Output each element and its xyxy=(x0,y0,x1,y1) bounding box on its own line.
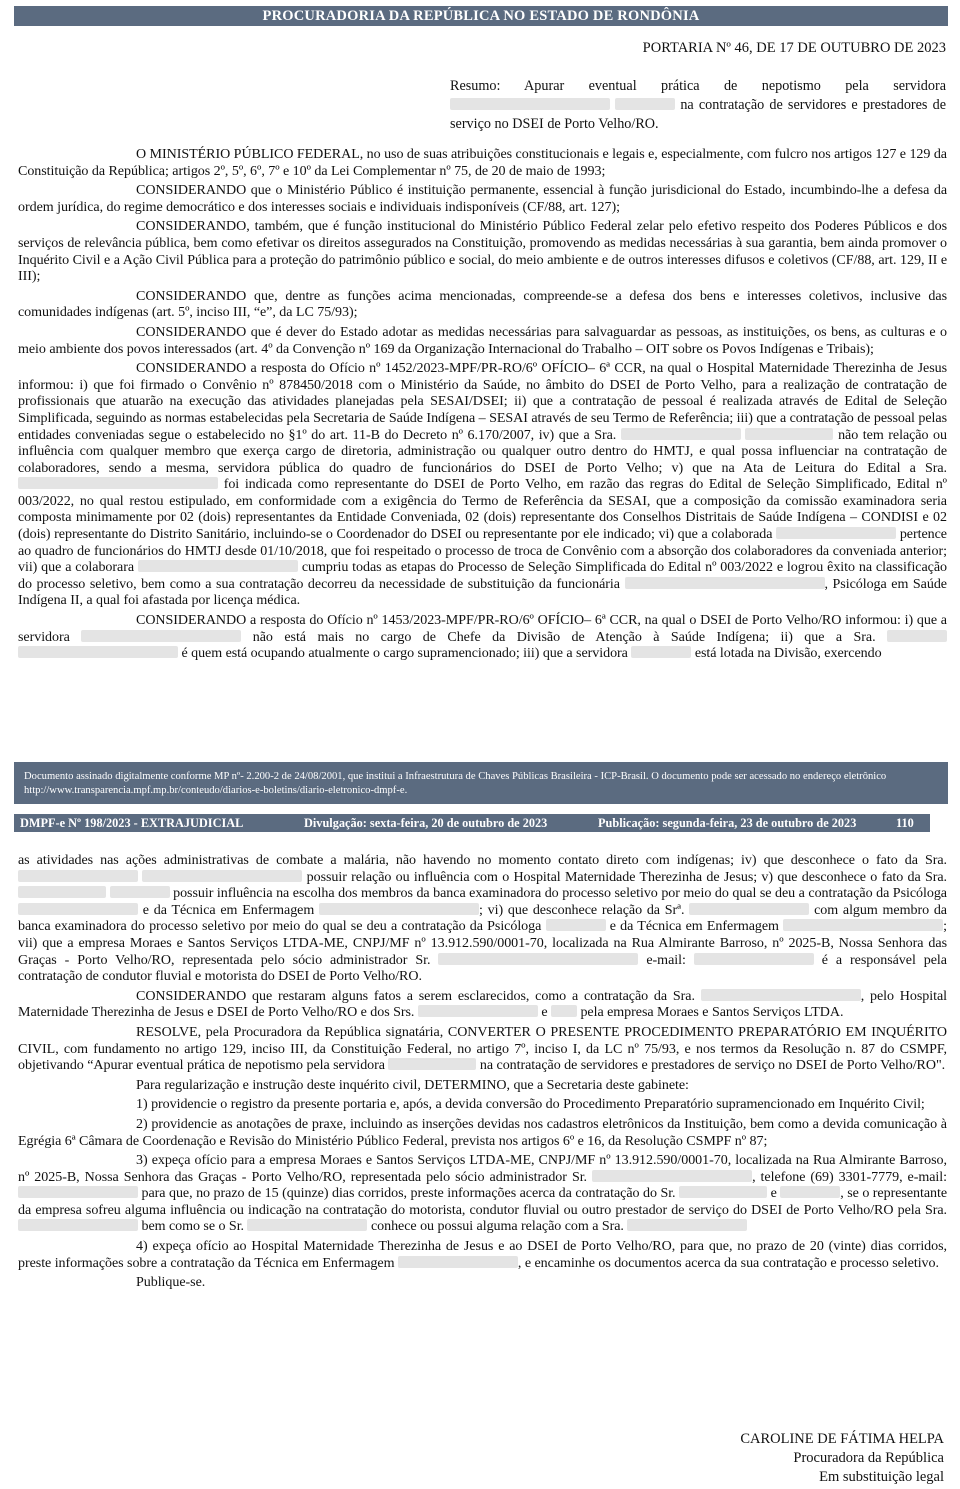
redaction xyxy=(388,1058,476,1070)
redaction xyxy=(450,98,610,110)
redaction xyxy=(783,919,943,931)
redaction xyxy=(689,903,809,915)
paragraph: Publique-se. xyxy=(136,1274,206,1291)
paragraph: 1) providencie o registro da presente portaria e, após, a devida conversão do Procedimento Preparatório supramencionado em Inquérito Civil; xyxy=(136,1096,925,1113)
divulgacao-date: Divulgação: sexta-feira, 20 de outubro de 2023 xyxy=(304,816,548,830)
redaction xyxy=(627,1219,747,1231)
redaction xyxy=(887,630,947,642)
redaction xyxy=(18,886,106,898)
redaction xyxy=(18,646,178,658)
paragraph: CONSIDERANDO que é dever do Estado adotar as medidas necessárias para salvaguardar as pessoas, as instituições, os bens, as culturas e o meio ambiente dos povos interessados (art. 4º da Convenção nº 169 da Organização Internacional do Trabalho – OIT sobre os Povos Indígenas e Tribais); xyxy=(18,323,947,357)
paragraph: O MINISTÉRIO PÚBLICO FEDERAL, no uso de suas atribuições constitucionais e legais e, especialmente, com fulcro nos artigos 127 e 129 da Constituição da República; artigos 2º, 5º, 6º, 7º e 10º da Lei Complementar nº 75, de 20 de maio de 1993; xyxy=(18,146,947,179)
paragraph: Para regularização e instrução deste inquérito civil, DETERMINO, que a Secretaria deste gabinete: xyxy=(136,1076,689,1093)
redaction xyxy=(592,1170,752,1182)
redaction xyxy=(319,903,479,915)
redaction xyxy=(551,1005,577,1017)
redaction xyxy=(701,989,861,1001)
portaria-title: PORTARIA Nº 46, DE 17 DE OUTUBRO DE 2023 xyxy=(642,40,946,56)
signature-block xyxy=(740,1430,944,1487)
redaction xyxy=(694,953,814,965)
redaction xyxy=(438,953,638,965)
redaction xyxy=(18,477,218,489)
signer-note: Em substituição legal xyxy=(819,1469,944,1485)
summary-text-a: Resumo: Apurar eventual prática de nepotismo pela servidora xyxy=(450,78,946,94)
body-part-1 xyxy=(18,146,947,665)
redaction xyxy=(81,630,241,642)
paragraph: CONSIDERANDO, também, que é função institucional do Ministério Público Federal zelar pelo efetivo respeito dos Poderes Públicos e dos serviços de relevância pública, bem como efetivar os direitos assegurados na Constituição, promovendo as medidas necessárias à sua garantia, bem ainda promover o Inquérito Civil e a Ação Civil Pública para a proteção do patrimônio público e social, do meio ambiente e de outros interesses difusos e coletivos (CF/88, art. 129, II e III); xyxy=(18,218,947,285)
paragraph: 3) expeça ofício para a empresa Moraes e Santos Serviços LTDA-ME, CNPJ/MF nº 13.912.590/0001-70, localizada na Rua Almirante Barroso, nº 2025-B, Nossa Senhora das Graças - Porto Velho/RO, representada pelo sócio administrador Sr. , telefone (69) 3301-7779, e-mail: para que, no prazo de 15 (quinze) dias corridos, preste informações acerca da contratação do Sr. e , se o representante da empresa sofreu alguma influência ou indicação na contratação do motorista, condutor fluvial ou outro prestador de serviço do DSEI de Porto Velho/RO pela Sra. bem como se o Sr. conhece ou possui alguma relação com a Sra. xyxy=(18,1152,948,1235)
header-banner xyxy=(14,6,948,26)
redaction xyxy=(18,870,138,882)
redaction xyxy=(745,428,833,440)
signer-role: Procuradora da República xyxy=(793,1450,944,1466)
paragraph: 2) providencie as anotações de praxe, incluindo as inserções devidas nos cadastros eletrônicos da Instituição, bem como a devida comunicação à Egrégia 6ª Câmara de Coordenação e Revisão do Ministério Público Federal, prevista nos artigos 6º e 16, da Resolução CSMPF nº 87; xyxy=(18,1115,947,1149)
body-part-2 xyxy=(18,852,947,1294)
publicacao-date: Publicação: segunda-feira, 23 de outubro de 2023 xyxy=(598,816,857,830)
redaction xyxy=(625,577,825,589)
paragraph: CONSIDERANDO a resposta do Ofício nº 1452/2023-MPF/PR-RO/6º OFÍCIO– 6ª CCR, na qual o Hospital Maternidade Therezinha de Jesus informou: i) que foi firmado o Convênio nº 878450/2018 com o Ministério da Saúde, no âmbito do DSEI de Porto Velho, para a realização de contratação de profissionais que atuarão na execução das atividades planejadas pela SESAI/DSEI; ii) que a contratação de pessoal é realizada através de Edital de Seleção Simplificada, seguindo as normas estabelecidas pela Secretaria de Saúde Indígena – SESAI através de seu Termo de Referência; iii) que a contratação de pessoal pelas entidades conveniadas segue o estabelecido no §1º do art. 11-B do Decreto nº 6.170/2007, iv) que a Sra. não tem relação ou influência com qualquer membro que exerça cargo de diretoria, administração ou qualquer outro dentro do HMTJ, e qual possa influenciar na contratação de colaboradores, sendo a mesma, servidora pública do quadro de funcionários do DSEI de Porto Velho; v) que na Ata de Leitura do Edital a Sra. foi indicada como representante do DSEI de Porto Velho, em razão das regras do Edital de Seleção Simplificado, Edital nº 003/2022, no qual restou estipulado, em conformidade com a exigência do Termo de Referência da SESAI, que a composição da comissão examinadora seria composta minimamente por 02 (dois) representantes da Entidade Conveniada, 02 (dois) representante dos Conselhos Distritais de Saúde Indígena – CONDISI e 02 (dois) representante do Distrito Sanitário, incluindo-se o Coordenador do DSEI ou representante por ele indicado; vi) que a colaborada pertence ao quadro de funcionários do HMTJ desde 01/10/2018, que foi respeitado o processo de troca de Convênio com a absorção dos colaboradores da conveniada anterior; vii) que a colaborara cumpriu todas as etapas do Processo de Seleção Simplificada do Edital nº 003/2022 e logrou êxito na classificação do processo seletivo, bem como a sua contratação decorreu da necessidade de substituição da funcionária , Psicóloga em Saúde Indígena II, a qual foi afastada por licença médica. xyxy=(18,360,948,609)
paragraph: as atividades nas ações administrativas de combate a malária, não havendo no momento contato direto com indígenas; iv) que desconhece o fato da Sra. possuir relação ou influência com o Hospital Maternidade Therezinha de Jesus; v) que desconhece o fato da Sra. possuir influência na escolha dos membros da banca examinadora do processo seletivo por meio do qual se deu a contratação da Psicóloga e da Técnica em Enfermagem ; vi) que desconhece relação da Srª. com algum membro da banca examinadora do processo seletivo por meio do qual se deu a contratação da Psicóloga e da Técnica em Enfermagem ; vii) que a empresa Moraes e Santos Serviços LTDA-ME, CNPJ/MF nº 13.912.590/0001-70, localizada na Rua Almirante Barroso, nº 2025-B, Nossa Senhora das Graças - Porto Velho/RO, representada pelo sócio administrador Sr. e-mail: é a responsável pela contratação de condutor fluvial e motorista do DSEI de Porto Velho/RO. xyxy=(18,852,948,985)
paragraph: RESOLVE, pela Procuradora da República signatária, CONVERTER O PRESENTE PROCEDIMENTO PREPARATÓRIO EM INQUÉRITO CIVIL, com fundamento no artigo 129, inciso III, da Constituição Federal, no artigo 7º, inciso I, da LC nº 75/93, e nos termos da Resolução n. 87 do CSMPF, objetivando “Apurar eventual prática de nepotismo pela servidora na contratação de servidores e prestadores de serviço no DSEI de Porto Velho/RO". xyxy=(18,1023,947,1074)
redaction xyxy=(247,1219,367,1231)
redaction xyxy=(615,98,675,110)
signer-name: CAROLINE DE FÁTIMA HELPA xyxy=(740,1431,944,1447)
org-title: PROCURADORIA DA REPÚBLICA NO ESTADO DE RONDÔNIA xyxy=(262,8,700,24)
summary xyxy=(450,77,946,134)
redaction xyxy=(776,527,896,539)
paragraph: CONSIDERANDO a resposta do Ofício nº 1453/2023-MPF/PR-RO/6º OFÍCIO– 6ª CCR, na qual o DSEI de Porto Velho/RO informou: i) que a servidora não está mais no cargo de Chefe da Divisão de Atenção à Saúde Indígena; ii) que a Sra. é quem está ocupando atualmente o cargo supramencionado; iii) que a servidora está lotada na Divisão, exercendo xyxy=(18,612,947,662)
paragraph: 4) expeça ofício ao Hospital Maternidade Therezinha de Jesus e ao DSEI de Porto Velho/RO, para que, no prazo de 20 (vinte) dias corridos, preste informações sobre a contratação da Técnica em Enfermagem , e encaminhe os documentos acerca da sua contratação e processo seletivo. xyxy=(18,1238,947,1271)
redaction xyxy=(18,903,138,915)
redaction xyxy=(398,1256,518,1268)
page-number: 110 xyxy=(896,816,914,830)
redaction xyxy=(110,886,170,898)
redaction xyxy=(418,1005,538,1017)
redaction xyxy=(780,1186,840,1198)
edition-label: DMPF-e Nº 198/2023 - EXTRAJUDICIAL xyxy=(20,816,244,830)
redaction xyxy=(142,870,302,882)
paragraph: CONSIDERANDO que restaram alguns fatos a serem esclarecidos, como a contratação da Sra. , pelo Hospital Maternidade Therezinha de Jesus e DSEI de Porto Velho/RO e dos Srs. e pela empresa Moraes e Santos Serviços LTDA. xyxy=(18,987,948,1021)
summary-text-b: na contratação de servidores e prestadores de serviço no DSEI de Porto Velho/RO. xyxy=(450,97,946,132)
digital-signature-note: Documento assinado digitalmente conforme MP nº- 2.200-2 de 24/08/2001, que institui a Infraestrutura de Chaves Públicas Brasileira - ICP-Brasil. O documento pode ser acessado no endereço eletrônico http://www.transparencia.mpf.mp.br/conteudo/diarios-e-boletins/diario-eletronico-dmpf-e. xyxy=(14,762,948,804)
redaction xyxy=(621,428,741,440)
redaction xyxy=(138,560,298,572)
edition-bar xyxy=(14,814,930,832)
paragraph: CONSIDERANDO que, dentre as funções acima mencionadas, compreende-se a defesa dos bens e interesses coletivos, inclusive das comunidades indígenas (art. 5º, inciso III, “e”, da LC 75/93); xyxy=(18,287,947,321)
redaction xyxy=(18,1219,138,1231)
redaction xyxy=(18,1186,138,1198)
redaction xyxy=(631,646,691,658)
redaction xyxy=(679,1186,767,1198)
redaction xyxy=(546,919,606,931)
paragraph: CONSIDERANDO que o Ministério Público é instituição permanente, essencial à função jurisdicional do Estado, incumbindo-lhe a defesa da ordem jurídica, do regime democrático e dos interesses sociais e individuais indisponíveis (CF/88, art. 127); xyxy=(18,182,947,215)
